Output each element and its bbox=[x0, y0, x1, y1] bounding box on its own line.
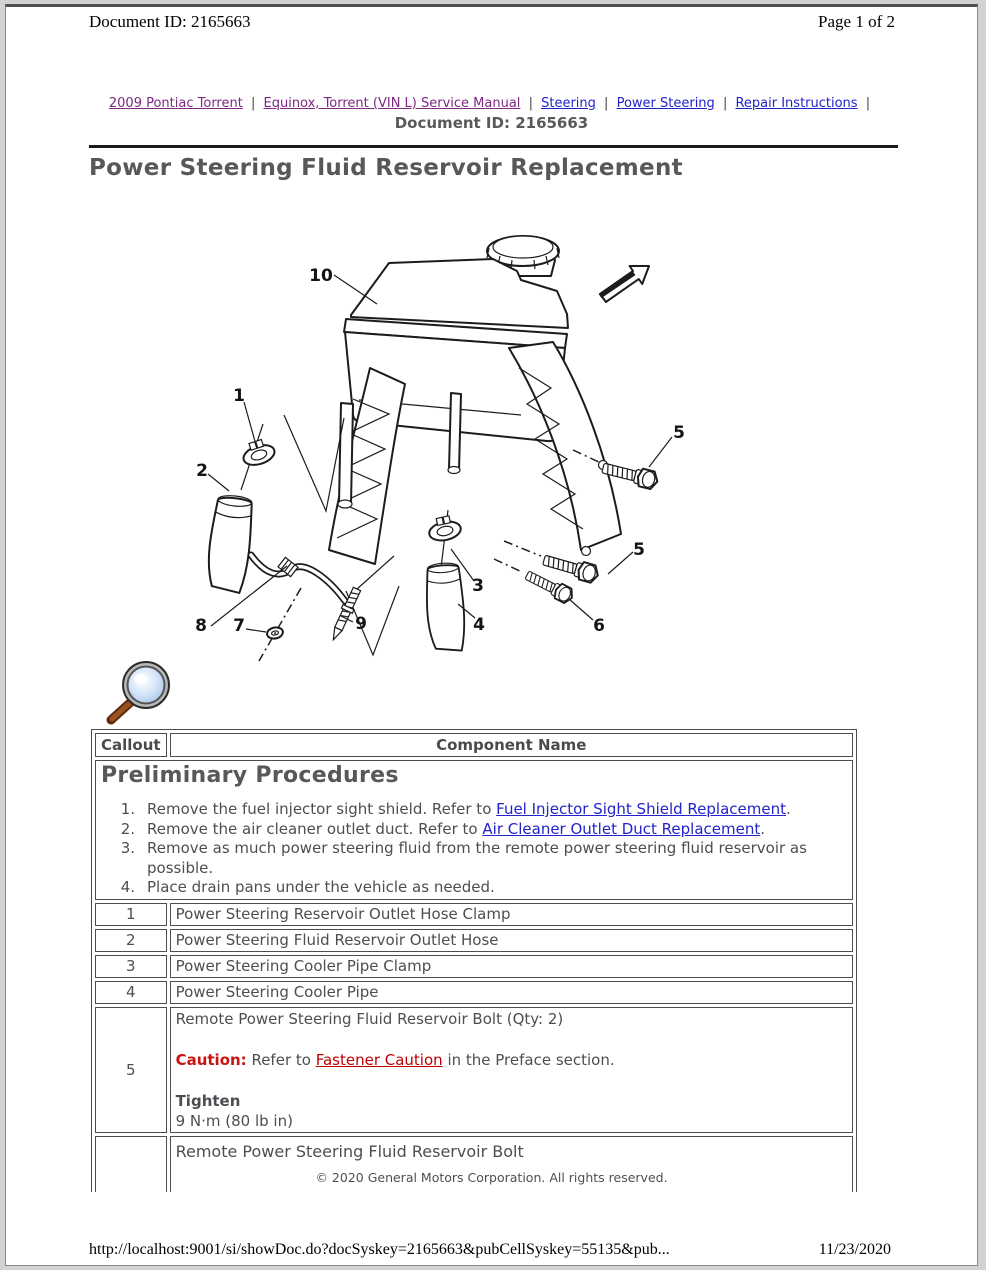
caution-note: Caution: Refer to Fastener Caution in the Preface section. bbox=[175, 1050, 615, 1069]
preliminary-step: 3. Remove as much power steering fluid from the remote power steering fluid reservoir as possible. bbox=[120, 839, 807, 877]
preliminary-step: 1. Remove the fuel injector sight shield. Refer to Fuel Injector Sight Shield Replacement. bbox=[120, 800, 791, 818]
table-row-bolt-5 bbox=[95, 1007, 853, 1133]
page-title: Power Steering Fluid Reservoir Replacement bbox=[89, 155, 683, 181]
preliminary-step: 4. Place drain pans under the vehicle as needed. bbox=[120, 878, 495, 896]
breadcrumb-link-repair-instructions[interactable]: Repair Instructions bbox=[735, 96, 858, 111]
callout-label-9: 9 bbox=[355, 614, 367, 634]
component-name: Power Steering Fluid Reservoir Outlet Hose bbox=[170, 929, 853, 952]
callout-label-7: 7 bbox=[233, 616, 245, 636]
callout-number: 3 bbox=[95, 955, 167, 978]
component-name: Power Steering Reservoir Outlet Hose Clamp bbox=[170, 903, 853, 926]
footer-date: 11/23/2020 bbox=[818, 1241, 891, 1258]
bolt-5-lower bbox=[542, 551, 601, 584]
callout-label-1: 1 bbox=[233, 386, 245, 406]
torque-spec: 9 N·m (80 lb in) bbox=[175, 1111, 293, 1130]
callout-label-5-lower: 5 bbox=[633, 540, 645, 560]
callout-label-2: 2 bbox=[196, 461, 208, 481]
breadcrumb-separator: | bbox=[604, 96, 609, 111]
breadcrumb-link-steering[interactable]: Steering bbox=[541, 96, 596, 111]
footer-url: http://localhost:9001/si/showDoc.do?docSyskey=2165663&pubCellSyskey=55135&pub... bbox=[89, 1241, 670, 1258]
component-table-region bbox=[91, 729, 861, 1192]
component-name: Remote Power Steering Fluid Reservoir Bolt (Qty: 2) bbox=[175, 1009, 564, 1028]
header-page-indicator: Page 1 of 2 bbox=[818, 12, 895, 31]
document-id-line: Document ID: 2165663 bbox=[394, 114, 589, 132]
callout-number: 2 bbox=[95, 929, 167, 952]
breadcrumb-separator: | bbox=[865, 96, 871, 111]
link-fuel-injector-sight-shield-replacement[interactable]: Fuel Injector Sight Shield Replacement bbox=[496, 800, 786, 818]
callout-label-6: 6 bbox=[593, 616, 605, 636]
callout-label-8: 8 bbox=[195, 616, 207, 636]
table-row bbox=[95, 929, 853, 952]
component-table bbox=[91, 729, 857, 1192]
link-fastener-caution[interactable]: Fastener Caution bbox=[315, 1050, 443, 1069]
component-name: Power Steering Cooler Pipe Clamp bbox=[170, 955, 853, 978]
break-mark bbox=[284, 415, 344, 511]
callout-number: 1 bbox=[95, 903, 167, 926]
callout-label-10: 10 bbox=[309, 266, 333, 286]
breadcrumb-separator: | bbox=[722, 96, 728, 111]
component-name: Remote Power Steering Fluid Reservoir Bolt bbox=[170, 1136, 853, 1193]
print-header bbox=[6, 12, 977, 32]
component-name: Power Steering Cooler Pipe bbox=[170, 981, 853, 1004]
zoom-image-icon[interactable] bbox=[104, 659, 174, 725]
breadcrumb-separator: | bbox=[528, 96, 533, 111]
header-document-id: Document ID: 2165663 bbox=[89, 12, 251, 31]
preliminary-procedures-cell bbox=[95, 760, 853, 900]
breadcrumb bbox=[6, 96, 977, 111]
table-row bbox=[95, 955, 853, 978]
tighten-label: Tighten bbox=[175, 1091, 241, 1110]
callout-label-5-upper: 5 bbox=[673, 423, 685, 443]
breadcrumb-separator: | bbox=[250, 96, 256, 111]
print-footer bbox=[6, 1241, 977, 1259]
callout-number: 5 bbox=[95, 1007, 167, 1133]
table-row bbox=[95, 903, 853, 926]
parts-diagram-illustration bbox=[89, 218, 899, 668]
copyright-notice: © 2020 General Motors Corporation. All rights reserved. bbox=[315, 1170, 668, 1185]
document-page bbox=[5, 4, 978, 1266]
breadcrumb-link-power-steering[interactable]: Power Steering bbox=[616, 96, 715, 111]
title-divider bbox=[89, 145, 898, 148]
preliminary-procedures-heading: Preliminary Procedures bbox=[101, 763, 399, 788]
table-row bbox=[95, 981, 853, 1004]
link-air-cleaner-outlet-duct-replacement[interactable]: Air Cleaner Outlet Duct Replacement bbox=[482, 819, 761, 838]
preliminary-step: 2. Remove the air cleaner outlet duct. Refer to Air Cleaner Outlet Duct Replacement. bbox=[120, 819, 766, 838]
callout-label-3: 3 bbox=[472, 576, 484, 596]
column-header-callout: Callout bbox=[95, 733, 167, 757]
direction-arrow-icon bbox=[600, 266, 649, 302]
breadcrumb-link-service-manual[interactable]: Equinox, Torrent (VIN L) Service Manual bbox=[263, 96, 521, 111]
callout-number: 4 bbox=[95, 981, 167, 1004]
component-detail-cell bbox=[170, 1007, 853, 1133]
callout-label-4: 4 bbox=[473, 615, 485, 635]
column-header-component-name: Component Name bbox=[170, 733, 853, 757]
breadcrumb-link-vehicle[interactable]: 2009 Pontiac Torrent bbox=[108, 96, 243, 111]
bolt-6 bbox=[523, 568, 575, 605]
